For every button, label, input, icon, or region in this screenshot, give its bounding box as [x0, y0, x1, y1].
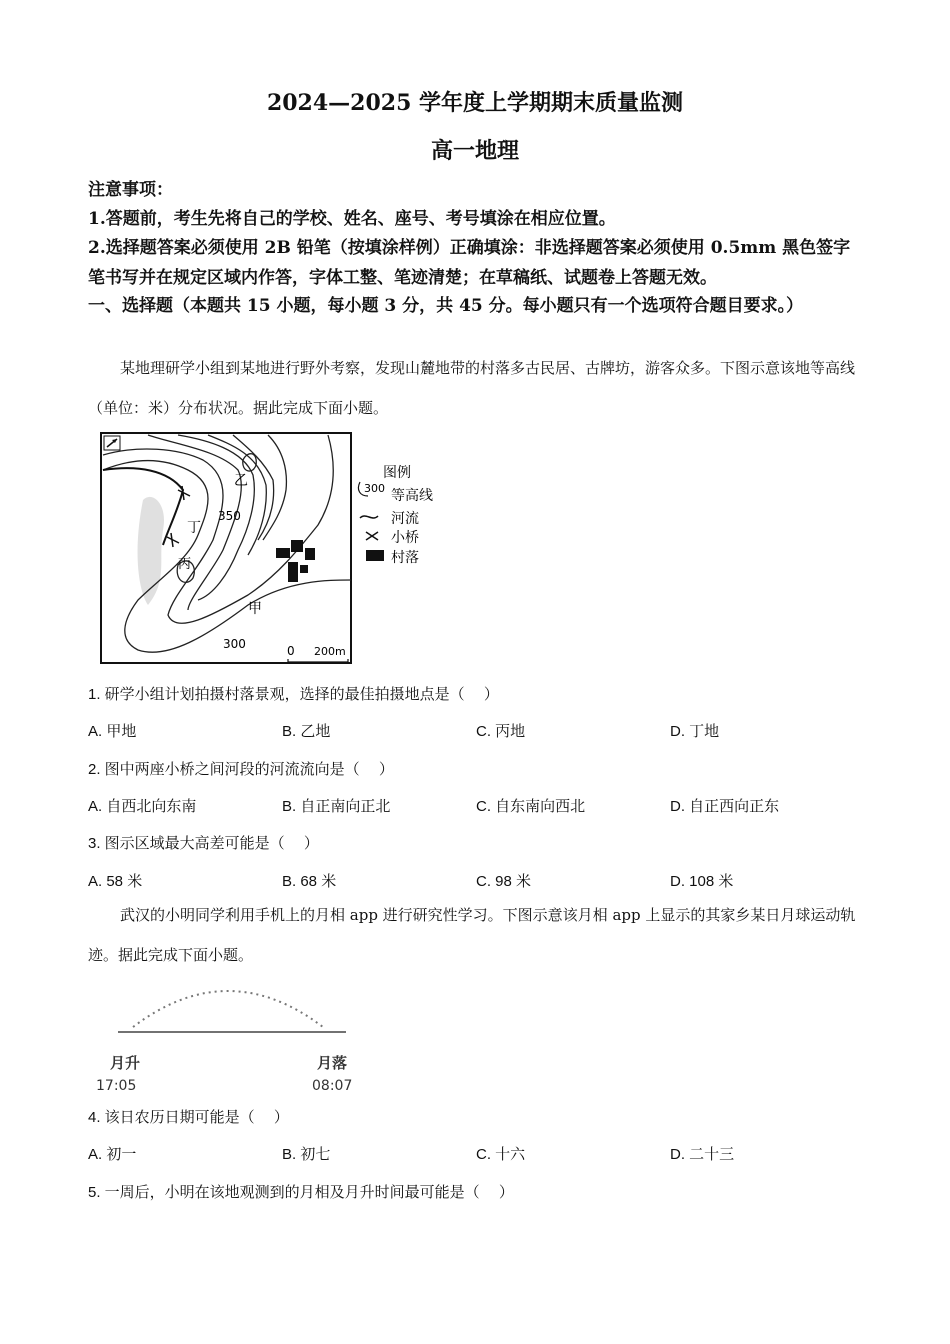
question-5: 5. 一周后，小明在该地观测到的月相及月升时间最可能是（ ） [88, 1184, 514, 1201]
legend-bridge: 小桥 [391, 530, 419, 546]
q4-option-a: A. 初一 [88, 1146, 137, 1163]
question-4: 4. 该日农历日期可能是（ ） [88, 1109, 289, 1126]
notice-item-2: 2.选择题答案必须使用 2B 铅笔（按填涂样例）正确填涂：非选择题答案必须使用 0.5mm 黑色签字笔书写并在规定区域内作答，字体工整、笔迹清楚；在草稿纸、试题卷上答题无效。 [88, 238, 851, 288]
q1-option-b: B. 乙地 [282, 723, 331, 740]
q1-option-c: C. 丙地 [476, 723, 526, 740]
contour-label-350: 350 [218, 509, 241, 523]
passage-1: 某地理研学小组到某地进行野外考察，发现山麓地带的村落多古民居、古牌坊，游客众多。下图示意该地等高线（单位：米）分布状况。据此完成下面小题。 [88, 359, 856, 417]
page-subtitle: 高一地理 [430, 138, 519, 164]
passage-2: 武汉的小明同学利用手机上的月相 app 进行研究性学习。下图示意该月相 app 上显示的其家乡某日月球运动轨迹。据此完成下面小题。 [88, 906, 856, 964]
label-jia: 甲 [248, 601, 262, 617]
label-bing: 丙 [178, 557, 192, 572]
moonset-label: 月落 [317, 1054, 348, 1072]
q1-option-a: A. 甲地 [88, 723, 137, 740]
legend-title: 图例 [383, 465, 411, 481]
q4-option-c: C. 十六 [476, 1146, 526, 1163]
question-3: 3. 图示区域最大高差可能是（ ） [88, 835, 319, 852]
moon-trajectory-diagram [88, 975, 378, 1097]
notice-heading: 注意事项： [88, 180, 173, 200]
label-ding: 丁 [187, 520, 201, 536]
legend-river: 河流 [391, 511, 419, 527]
scale-zero: 0 [287, 644, 295, 658]
q4-option-d: D. 二十三 [670, 1146, 735, 1163]
q2-option-c: C. 自东南向西北 [476, 798, 586, 815]
q3-option-a: A. 58 米 [88, 873, 143, 890]
legend-village: 村落 [391, 550, 419, 566]
question-2: 2. 图中两座小桥之间河段的河流流向是（ ） [88, 761, 394, 778]
north-arrow [104, 436, 120, 450]
notice-item-1: 1.答题前，考生先将自己的学校、姓名、座号、考号填涂在相应位置。 [88, 209, 616, 229]
moonset-time: 08:07 [312, 1078, 353, 1094]
legend-contour: 等高线 [391, 488, 433, 504]
contour-label-300: 300 [223, 637, 246, 651]
q3-option-b: B. 68 米 [282, 873, 337, 890]
moonrise-time: 17:05 [96, 1078, 137, 1094]
legend-contour-number: 300 [364, 482, 385, 495]
q4-option-b: B. 初七 [282, 1146, 331, 1163]
label-yi: 乙 [234, 473, 248, 489]
q2-option-a: A. 自西北向东南 [88, 798, 197, 815]
moonrise-label: 月升 [110, 1054, 141, 1072]
section-heading: 一、选择题（本题共 15 小题，每小题 3 分，共 45 分。每小题只有一个选项符合题目要求。） [88, 296, 804, 316]
q2-option-b: B. 自正南向正北 [282, 798, 391, 815]
moon-arc [133, 991, 323, 1027]
legend-river-icon [360, 516, 378, 518]
q2-option-d: D. 自正西向正东 [670, 798, 780, 815]
contour-map [98, 430, 458, 670]
legend-bridge-icon [366, 532, 378, 540]
map-legend [358, 465, 433, 566]
q1-option-d: D. 丁地 [670, 723, 720, 740]
page-title: 2024—2025 学年度上学期期末质量监测 [266, 90, 684, 116]
legend-village-icon [366, 550, 384, 561]
question-1: 1. 研学小组计划拍摄村落景观，选择的最佳拍摄地点是（ ） [88, 686, 499, 703]
scale-length: 200m [314, 645, 346, 658]
q3-option-d: D. 108 米 [670, 873, 734, 890]
q3-option-c: C. 98 米 [476, 873, 532, 890]
